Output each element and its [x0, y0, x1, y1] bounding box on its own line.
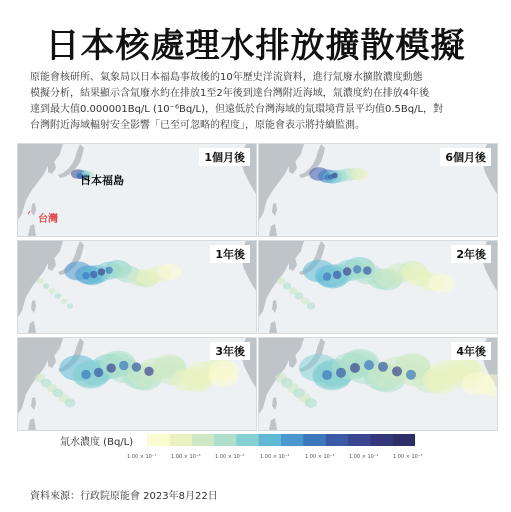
plume-cell [61, 298, 68, 304]
plume-core [406, 370, 416, 380]
plume-core [378, 362, 388, 372]
legend-tick: 1.00 × 10⁻⁴ [260, 454, 290, 460]
plume-core [332, 173, 338, 179]
legend-title: 氚水濃度 (Bq/L) [60, 437, 134, 448]
plume-cell [208, 367, 238, 388]
plume-cell [37, 278, 44, 284]
plume-core [333, 271, 341, 279]
map-panel-1 [17, 143, 257, 237]
plume-core [82, 272, 89, 279]
map-panel-2 [258, 143, 498, 237]
description-line: 原能會核研所、氣象局以日本福島事故後的10年歷史洋流資料，進行氚廢水擴散濃度動態 [30, 72, 423, 83]
japan-fukushima-label: 日本福島 [80, 174, 124, 187]
plume-core [350, 363, 360, 373]
plume-core [343, 267, 351, 275]
plume-cell [351, 169, 369, 181]
legend-ticks [127, 454, 427, 464]
plume-cell [305, 398, 317, 408]
legend-tick: 1.00 × 10⁻⁷ [127, 454, 157, 460]
plume-core [98, 268, 105, 275]
legend-swatch [370, 434, 393, 446]
plume-core [107, 363, 116, 372]
map-panel-4 [258, 240, 498, 334]
legend-swatch [192, 434, 215, 446]
panel-label: 1年後 [210, 245, 250, 263]
legend-swatch [348, 434, 371, 446]
map-panel-6 [258, 337, 498, 431]
plume-cell [159, 264, 182, 280]
description-line: 模擬分析，結果顯示含氚廢水約在排放1至2年後到達台灣附近海域，氚濃度約在排放4年後 [30, 88, 430, 99]
plume-cell [43, 283, 50, 289]
description [30, 70, 490, 134]
legend-swatch [281, 434, 304, 446]
legend-tick: 1.00 × 10⁻⁶ [171, 454, 201, 460]
legend-swatch [393, 434, 415, 446]
legend-tick: 1.00 × 10⁻² [349, 454, 379, 460]
plume-cell [49, 288, 56, 294]
plume-core [81, 370, 90, 379]
map-panel-3 [17, 240, 257, 334]
description-line: 達到最大值0.000001Bq/L (10⁻⁶Bq/L)，但遠低於台灣海域的氚環境背景平均值0.5Bq/L，對 [30, 104, 444, 115]
plume-core [94, 368, 103, 377]
plume-core [322, 370, 332, 380]
plume-cell [67, 303, 74, 309]
plume-core [105, 267, 112, 274]
plume-cell [55, 293, 62, 299]
source-note: 資料來源：行政院原能會 2023年8月22日 [30, 491, 218, 502]
plume-cell [428, 274, 454, 292]
plume-core [119, 361, 128, 370]
plume-core [132, 362, 141, 371]
description-line: 台灣附近海域輻射安全影響「已至可忽略的程度」，原能會表示將持續監測。 [30, 120, 365, 131]
legend-swatch [303, 434, 326, 446]
panel-label: 6個月後 [440, 148, 491, 166]
page-title: 日本核處理水排放擴散模擬 [45, 26, 466, 66]
legend-tick: 1.00 × 10⁻¹ [393, 454, 423, 460]
legend-swatch [169, 434, 192, 446]
plume-core [364, 360, 374, 370]
taiwan-label: 台灣 [38, 214, 58, 225]
plume-core [144, 367, 153, 376]
legend-swatch [147, 434, 170, 446]
plume-core [90, 271, 97, 278]
color-scale-bar [147, 432, 415, 448]
panel-label: 3年後 [210, 342, 250, 360]
plume-core [392, 366, 402, 376]
legend-swatch [326, 434, 349, 446]
plume-core [323, 272, 331, 280]
plume-core [353, 265, 361, 273]
plume-core [363, 266, 371, 274]
plume-cell [307, 302, 316, 309]
plume-core [336, 368, 346, 378]
legend-tick: 1.00 × 10⁻⁵ [215, 454, 245, 460]
legend-tick: 1.00 × 10⁻³ [305, 454, 335, 460]
plume-cell [65, 399, 76, 408]
legend-swatch [214, 434, 237, 446]
panel-label: 4年後 [451, 342, 491, 360]
panel-label: 2年後 [451, 245, 491, 263]
map-panel-5 [17, 337, 257, 431]
legend-swatch [236, 434, 259, 446]
panel-label: 1個月後 [199, 148, 250, 166]
legend-swatch [259, 434, 282, 446]
